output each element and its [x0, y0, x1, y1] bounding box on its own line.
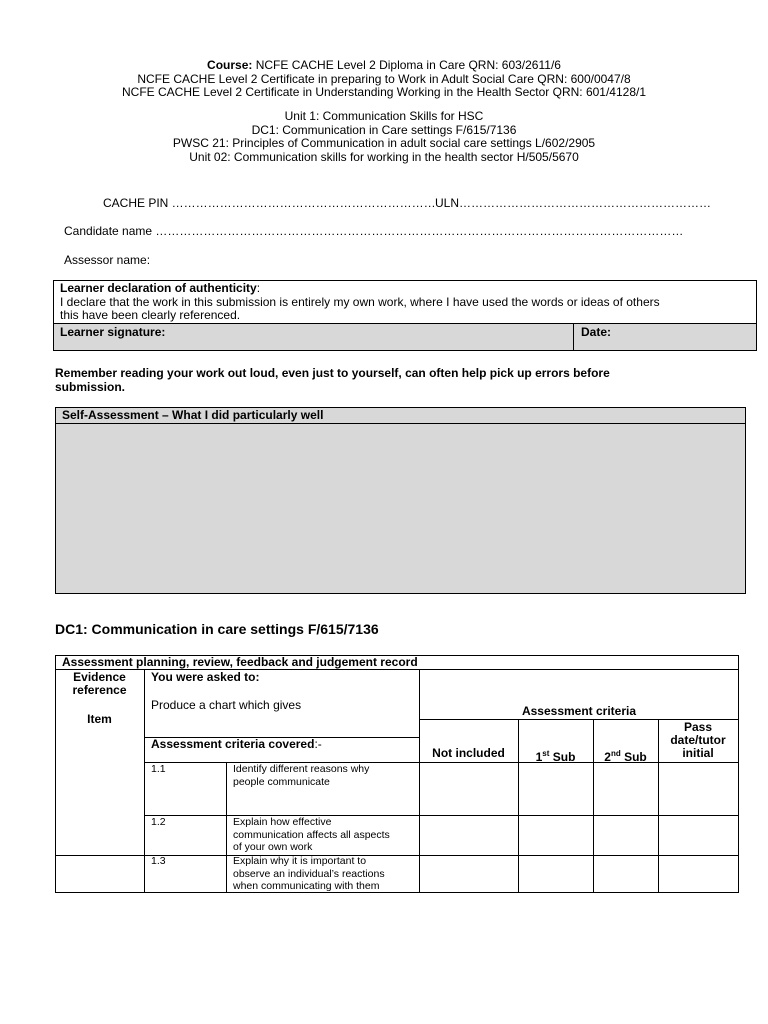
asked-col-line	[419, 669, 420, 893]
row-1-line-1: Identify different reasons why	[233, 763, 370, 775]
row-3-text	[233, 855, 385, 893]
first-sub-sup: st	[542, 749, 550, 758]
table-border-right	[738, 655, 739, 893]
course-text: NCFE CACHE Level 2 Diploma in Care QRN: 603/2611/6	[252, 58, 561, 72]
signature-row	[54, 323, 756, 350]
col-line-1	[518, 719, 519, 893]
table-title: Assessment planning, review, feedback and judgement record	[62, 655, 418, 669]
pass-line-3: initial	[682, 746, 714, 760]
first-sub-num: 1	[535, 750, 543, 764]
assessment-criteria-header: Assessment criteria	[521, 704, 637, 718]
section-title: DC1: Communication in care settings F/615/7136	[55, 621, 379, 637]
row-3-line-3: when communicating with them	[233, 880, 380, 892]
row-1-number: 1.1	[151, 763, 166, 775]
pass-line-1: Pass	[683, 720, 713, 734]
reminder-text	[55, 366, 695, 394]
row-3-line-1: Explain why it is important to	[233, 855, 367, 867]
candidate-name-field[interactable]: Candidate name ……………………………………………………………………………………………………………………	[64, 224, 684, 238]
evidence-line-1: Evidence	[73, 670, 126, 684]
table-border-bottom	[55, 892, 739, 893]
col-line-2	[593, 719, 594, 893]
second-sub-header	[593, 747, 658, 764]
row-1-line-2: people communicate	[233, 775, 330, 788]
divider	[573, 324, 574, 351]
course-line-3: NCFE CACHE Level 2 Certificate in Understanding Working in the Health Sector QRN: 601/4128/1	[121, 85, 647, 99]
declaration-box	[53, 280, 757, 351]
declaration-body-1: I declare that the work in this submission is entirely my own work, where I have used the words or ideas of others	[60, 294, 660, 309]
self-assessment-heading: Self-Assessment – What I did particularly well	[56, 408, 745, 424]
course-label: Course:	[207, 58, 253, 72]
row-2-text	[233, 816, 390, 854]
cache-pin-field[interactable]: CACHE PIN …………………………………………………………	[103, 196, 436, 210]
row-1-text	[233, 763, 369, 788]
course-header	[0, 59, 768, 100]
first-sub-header	[518, 747, 593, 764]
declaration-heading: Learner declaration of authenticity	[60, 281, 257, 295]
row-3-line-2: observe an individual’s reactions	[233, 867, 385, 880]
assessment-table	[55, 655, 739, 893]
second-sub-num: 2	[604, 750, 611, 764]
item-header: Item	[87, 712, 112, 726]
not-included-header: Not included	[432, 746, 505, 760]
first-sub-suffix: Sub	[549, 750, 576, 764]
asked-label: You were asked to:	[151, 670, 260, 684]
num-col-line	[226, 762, 227, 893]
asked-text: Produce a chart which gives	[151, 698, 302, 712]
second-sub-sup: nd	[610, 749, 621, 758]
declaration-heading-suffix: :	[256, 281, 261, 295]
unit-line-3: PWSC 21: Principles of Communication in adult social care settings L/602/2905	[172, 136, 596, 150]
row-2-line-2: communication affects all aspects	[233, 828, 390, 841]
declaration-text	[54, 281, 756, 323]
row-2-line-1: Explain how effective	[233, 816, 332, 828]
row-2-line-3: of your own work	[233, 841, 313, 853]
evidence-col-line	[144, 669, 145, 893]
course-line	[0, 59, 768, 73]
second-sub-suffix: Sub	[620, 750, 647, 764]
learner-signature-field[interactable]: Learner signature:	[60, 325, 166, 339]
reminder-line-2: submission.	[55, 380, 126, 394]
unit-line-1: Unit 1: Communication Skills for HSC	[284, 109, 484, 123]
criteria-covered-label: Assessment criteria covered	[151, 737, 315, 751]
pass-line-2: date/tutor	[670, 733, 726, 747]
self-assessment-box[interactable]	[55, 407, 746, 594]
criteria-covered-header	[151, 738, 322, 751]
row-2-number: 1.2	[151, 816, 166, 828]
row-3-number: 1.3	[151, 855, 166, 867]
date-field[interactable]: Date:	[581, 325, 612, 339]
unit-line-2: DC1: Communication in Care settings F/615/7136	[251, 122, 517, 137]
declaration-body-2: this have been clearly referenced.	[60, 308, 241, 322]
evidence-reference-header	[55, 671, 144, 697]
uln-field[interactable]: ULN………………………………………………………	[435, 196, 712, 210]
reminder-line-1: Remember reading your work out loud, even just to yourself, can often help pick up errors before	[55, 366, 610, 380]
criteria-covered-suffix: :-	[314, 737, 322, 751]
course-line-2: NCFE CACHE Level 2 Certificate in preparing to Work in Adult Social Care QRN: 600/0047/8	[137, 71, 631, 86]
assessor-name-field[interactable]: Assessor name:	[64, 253, 151, 267]
evidence-line-2: reference	[72, 683, 127, 697]
pass-date-header	[658, 721, 738, 760]
unit-header	[0, 110, 768, 164]
unit-line-4: Unit 02: Communication skills for working in the health sector H/505/5670	[189, 149, 579, 164]
